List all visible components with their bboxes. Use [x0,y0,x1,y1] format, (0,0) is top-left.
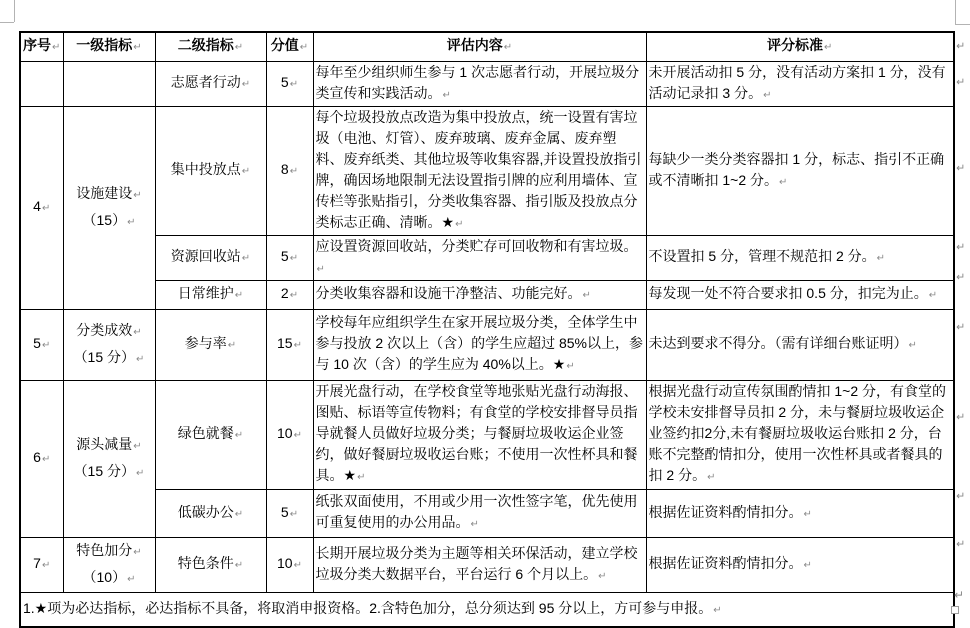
cell-score: 2↵ [266,280,313,309]
cell-content: 每个垃圾投放点改造为集中投放点，统一设置有害垃圾（电池、灯管）、废弃玻璃、废弃金属、废弃塑料、废弃纸类、其他垃圾等收集容器,并设置投放指引牌，确因场地限制无法设置指引牌的应利用墙体、宣传栏等张贴指引，分类收集容器、指引版及投放点分类标志正确、清晰。★↵ [313,106,646,235]
paragraph-mark-icon: ↵ [234,42,244,54]
table-row [20,309,954,380]
crop-mark-top-left-icon [0,22,14,23]
cell-standard: 根据佐证资料酌情扣分。↵ [646,537,954,592]
cell-primary-indicator: 源头减量↵ （15 分）↵ [63,380,155,537]
header-col-score: 分值↵ [266,32,313,61]
cell-standard: 根据光盘行动宣传氛围酌情扣 1~2 分，有食堂的学校未安排督导员扣 2 分，未与餐厨垃圾收运企业签约扣2分,未有餐厨垃圾收运台账扣 2 分，台账不完整酌情扣分，使用一次性杯具或者餐具的扣 2 分。↵ [646,380,954,489]
table-row [20,489,954,537]
paragraph-mark-icon: ↵ [234,290,244,301]
cell-secondary-indicator: 日常维护↵ [155,280,266,309]
cell-content: 开展光盘行动，在学校食堂等地张贴光盘行动海报、图贴、标语等宣传物料；有食堂的学校安排督导员指导就餐人员做好垃圾分类；与餐厨垃圾收运企业签约，做好餐厨垃圾收运台账；不使用一次性杯具和餐具。★↵ [313,380,646,489]
table-resize-handle[interactable] [951,606,959,614]
row-end-mark-icon: ↵ [956,490,966,503]
paragraph-mark-icon: ↵ [455,218,464,230]
paragraph-mark-icon: ↵ [779,176,788,188]
paragraph-mark-icon: ↵ [133,546,142,558]
crop-mark-top-right-icon [955,24,970,25]
cell-primary-indicator: 分类成效↵ （15 分）↵ [63,309,155,380]
cell-content: 应设置资源回收站，分类贮存可回收物和有害垃圾。↵ [313,235,646,280]
header-col-secondary: 二级指标↵ [155,32,266,61]
row-end-mark-icon: ↵ [956,271,966,284]
cell-content: 分类收集容器和设施干净整洁、功能完好。↵ [313,280,646,309]
paragraph-mark-icon: ↵ [293,560,302,571]
paragraph-mark-icon: ↵ [763,89,772,101]
row-end-mark-icon: ↵ [956,538,966,551]
cell-row-number [20,61,63,106]
table-row [20,106,954,235]
paragraph-mark-icon: ↵ [289,290,299,301]
row-end-mark-icon: ↵ [956,321,966,334]
paragraph-mark-icon: ↵ [357,472,366,483]
paragraph-mark-icon: ↵ [707,472,716,483]
cell-secondary-indicator: 绿色就餐↵ [155,380,266,489]
footnote-cell: 1.★项为必达指标，必达指标不具备，将取消申报资格。2.含特色加分，总分须达到 95 分以上，方可参与申报。↵ [20,592,954,627]
paragraph-mark-icon: ↵ [136,353,145,365]
cell-score: 5↵ [266,61,313,106]
cell-primary-indicator: 特色加分↵ （10）↵ [63,537,155,592]
paragraph-mark-icon: ↵ [133,326,142,338]
paragraph-mark-icon: ↵ [316,263,325,275]
cell-row-number: 5↵ [20,309,63,380]
paragraph-mark-icon: ↵ [136,467,145,479]
paragraph-mark-icon: ↵ [582,290,591,301]
header-col-primary: 一级指标↵ [63,32,155,61]
paragraph-mark-icon: ↵ [234,430,244,441]
cell-score: 5↵ [266,235,313,280]
crop-mark-top-right-icon [955,0,956,24]
paragraph-mark-icon: ↵ [598,570,607,582]
row-end-mark-icon: ↵ [956,241,966,254]
paragraph-mark-icon: ↵ [241,79,251,90]
cell-secondary-indicator: 参与率↵ [155,309,266,380]
header-col-no: 序号↵ [20,32,63,61]
paragraph-mark-icon: ↵ [289,79,299,90]
paragraph-mark-icon: ↵ [127,573,136,585]
header-col-standard: 评分标准↵ [646,32,954,61]
paragraph-mark-icon: ↵ [803,508,812,520]
table-row [20,61,954,106]
cell-standard: 未开展活动扣 5 分，没有活动方案扣 1 分，没有活动记录扣 3 分。↵ [646,61,954,106]
cell-secondary-indicator: 特色条件↵ [155,537,266,592]
paragraph-mark-icon: ↵ [713,604,722,616]
paragraph-mark-icon: ↵ [293,340,302,351]
table-header-row [20,32,954,61]
row-end-mark-icon: ↵ [956,162,966,175]
cell-content: 纸张双面使用，不用或少用一次性签字笔，优先使用可重复使用的办公用品。↵ [313,489,646,537]
paragraph-mark-icon: ↵ [41,203,51,214]
paragraph-mark-icon: ↵ [289,508,299,520]
paragraph-mark-icon: ↵ [41,560,51,571]
cell-content: 长期开展垃圾分类为主题等相关环保活动，建立学校垃圾分类大数据平台，平台运行 6 个月以上。↵ [313,537,646,592]
cell-score: 10↵ [266,380,313,489]
cell-row-number: 6↵ [20,380,63,537]
paragraph-mark-icon: ↵ [908,340,917,351]
table-row [20,380,954,489]
cell-score: 5↵ [266,489,313,537]
paragraph-mark-icon: ↵ [234,508,244,520]
paragraph-mark-icon: ↵ [803,560,812,571]
table-row [20,537,954,592]
cell-score: 10↵ [266,537,313,592]
cell-content: 学校每年应组织学生在家开展垃圾分类，全体学生中参与投放 2 次以上（含）的学生应超过 85%以上，参与 10 次（含）的学生应为 40%以上。★↵ [313,309,646,380]
paragraph-mark-icon: ↵ [289,166,299,177]
paragraph-mark-icon: ↵ [41,340,51,351]
row-end-mark-icon: ↵ [956,76,966,89]
cell-secondary-indicator: 低碳办公↵ [155,489,266,537]
paragraph-mark-icon: ↵ [503,42,513,54]
paragraph-mark-icon: ↵ [234,560,244,571]
cell-standard: 未达到要求不得分。（需有详细台账证明）↵ [646,309,954,380]
footnote-row [20,592,954,627]
paragraph-mark-icon: ↵ [928,290,938,301]
paragraph-mark-icon: ↵ [133,189,142,201]
cell-primary-indicator [63,61,155,106]
table-row [20,235,954,280]
cell-standard: 不设置扣 5 分，管理不规范扣 2 分。↵ [646,235,954,280]
cell-secondary-indicator: 志愿者行动↵ [155,61,266,106]
row-end-mark-icon: ↵ [956,40,966,53]
cell-primary-indicator: 设施建设↵ （15）↵ [63,106,155,309]
crop-mark-top-left-icon [14,0,15,22]
paragraph-mark-icon: ↵ [241,253,251,264]
paragraph-mark-icon: ↵ [127,216,136,228]
paragraph-mark-icon: ↵ [133,42,142,54]
cell-standard: 根据佐证资料酌情扣分。↵ [646,489,954,537]
cell-standard: 每发现一处不符合要求扣 0.5 分，扣完为止。↵ [646,280,954,309]
cell-standard: 每缺少一类分类容器扣 1 分，标志、指引不正确或不清晰扣 1~2 分。↵ [646,106,954,235]
evaluation-rubric-table [19,31,955,628]
cell-row-number: 4↵ [20,106,63,309]
paragraph-mark-icon: ↵ [566,361,575,372]
paragraph-mark-icon: ↵ [299,42,309,54]
paragraph-mark-icon: ↵ [293,430,302,441]
paragraph-mark-icon: ↵ [442,89,451,101]
cell-content: 每年至少组织师生参与 1 次志愿者行动，开展垃圾分类宣传和实践活动。↵ [313,61,646,106]
paragraph-mark-icon: ↵ [41,454,51,465]
paragraph-mark-icon: ↵ [876,253,886,264]
table-row [20,280,954,309]
cell-score: 8↵ [266,106,313,235]
paragraph-mark-icon: ↵ [824,42,833,54]
paragraph-mark-icon: ↵ [289,253,299,264]
cell-secondary-indicator: 资源回收站↵ [155,235,266,280]
header-col-content: 评估内容↵ [313,32,646,61]
paragraph-mark-icon: ↵ [52,42,61,54]
paragraph-mark-icon: ↵ [133,440,142,452]
cell-row-number: 7↵ [20,537,63,592]
row-end-mark-icon: ↵ [956,411,966,424]
table-end-mark-icon: ↵ [954,588,965,602]
paragraph-mark-icon: ↵ [470,519,479,530]
paragraph-mark-icon: ↵ [241,166,251,177]
paragraph-mark-icon: ↵ [227,340,237,351]
cell-score: 15↵ [266,309,313,380]
cell-secondary-indicator: 集中投放点↵ [155,106,266,235]
